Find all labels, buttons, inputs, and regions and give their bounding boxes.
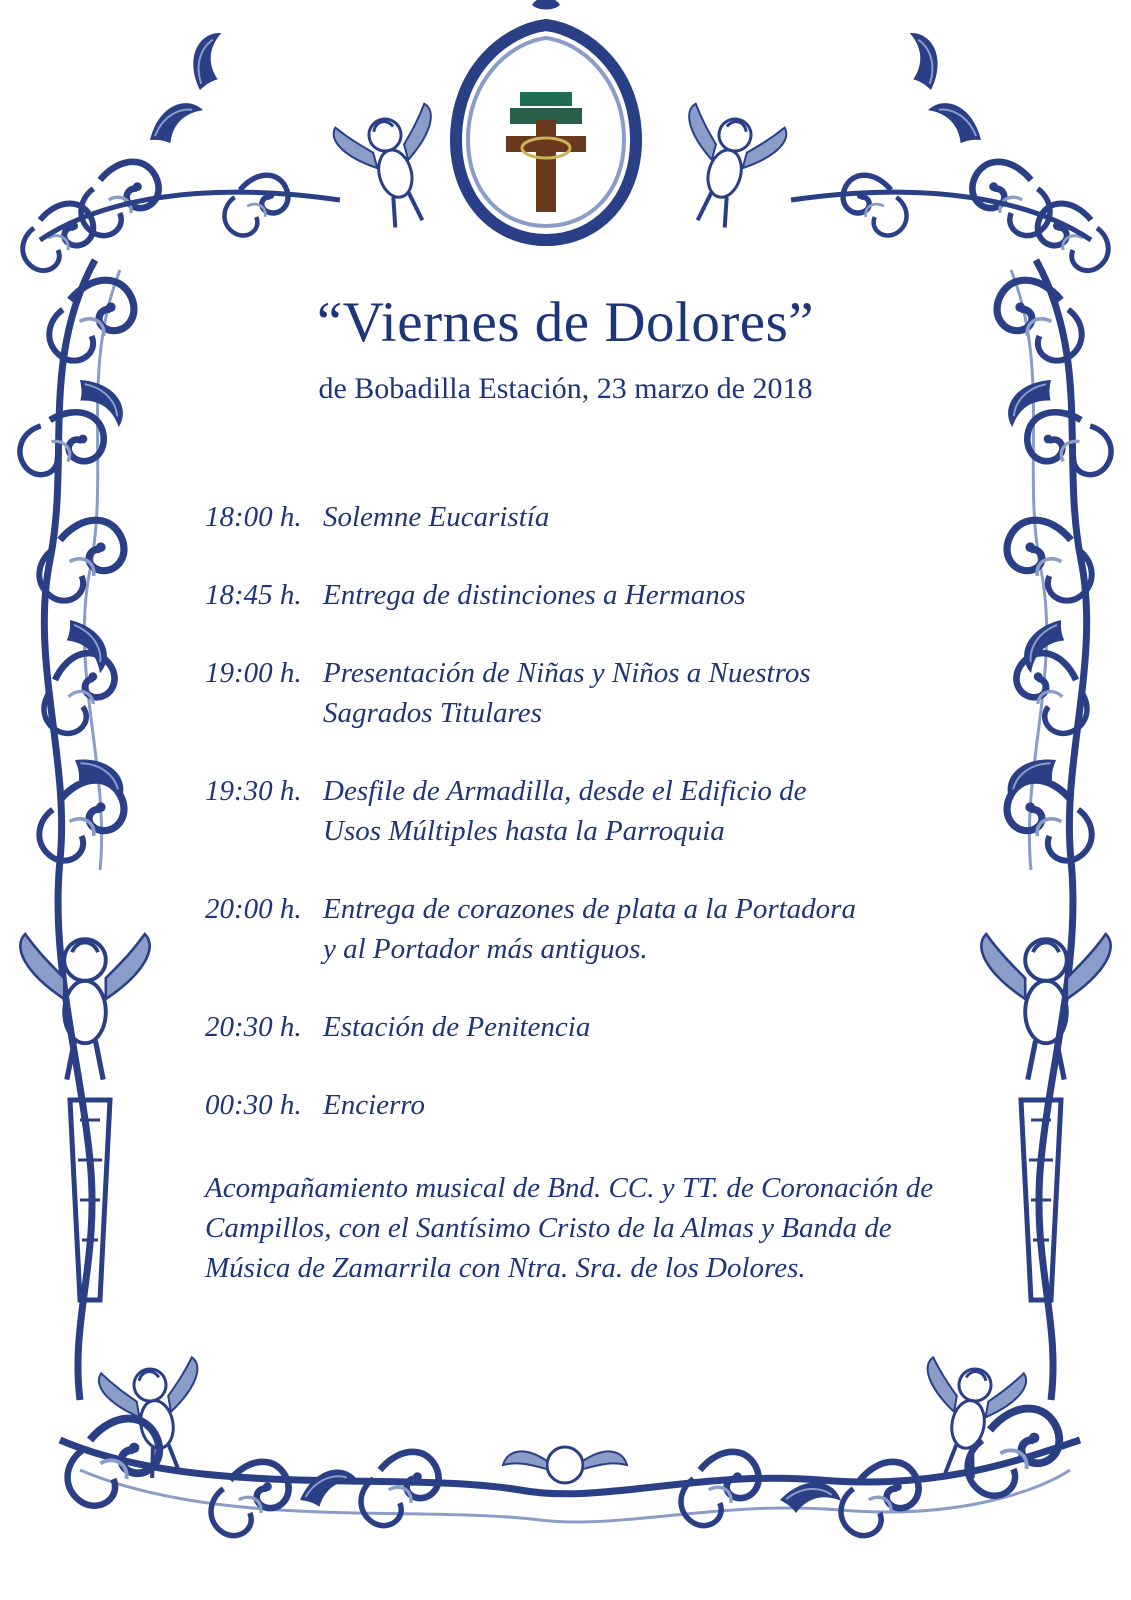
schedule-item [205,497,965,537]
page-subtitle: de Bobadilla Estación, 23 marzo de 2018 [318,372,813,405]
schedule-item [205,1007,965,1047]
schedule-time: 20:00 h. [205,893,302,925]
schedule-text: Desfile de Armadilla, desde el Edificio de Usos Múltiples hasta la Parroquia [323,775,807,847]
schedule-text: Estación de Penitencia [323,1011,591,1043]
schedule-item [205,771,965,851]
schedule-text: Encierro [323,1089,426,1121]
schedule-time: 18:45 h. [205,579,302,611]
schedule-time: 18:00 h. [205,501,302,533]
schedule-time: 19:00 h. [205,657,302,689]
schedule-time: 19:30 h. [205,775,302,807]
schedule-time: 00:30 h. [205,1089,302,1121]
music-note: Acompañamiento musical de Bnd. CC. y TT. de Coronación de Campillos, con el Santísimo Cristo de la Almas y Banda de Música de Zamarrila con Ntra. Sra. de los Dolores. [205,1172,934,1284]
schedule-text: Entrega de corazones de plata a la Portadora y al Portador más antiguos. [323,893,856,965]
schedule-item [205,1085,965,1125]
schedule-item [205,889,965,969]
schedule-item [205,575,965,615]
schedule-text: Solemne Eucaristía [323,501,550,533]
page-title: “Viernes de Dolores” [316,291,815,354]
schedule-text: Entrega de distinciones a Hermanos [323,579,746,611]
schedule-time: 20:30 h. [205,1011,302,1043]
schedule-list [205,497,965,1163]
schedule-item [205,653,965,733]
schedule-text: Presentación de Niñas y Niños a Nuestros Sagrados Titulares [323,657,811,729]
